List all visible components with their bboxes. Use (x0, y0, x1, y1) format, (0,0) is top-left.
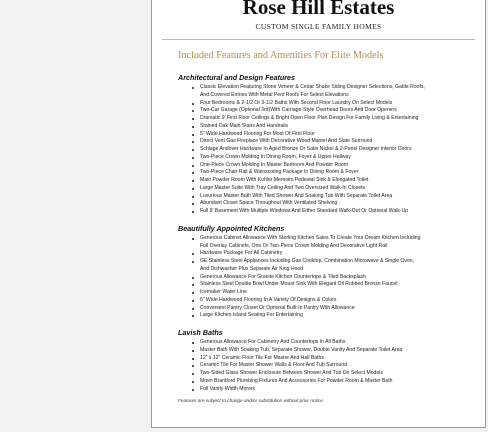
list-item: Ceramic Tile For Master Shower Walls & Floor And Tub Surround (152, 362, 485, 370)
section-baths (152, 328, 485, 393)
list-item-continuation: Full Overlay Cabinets, One Or Two-Piece Crown Molding And Decorative Light Rail (200, 242, 388, 249)
list-item: Generous Allowance For Cabinetry And Countertops In All Baths (152, 339, 485, 347)
list-item: Full Vanity Width Mirrors (152, 386, 485, 394)
list-item: Full 9' Basement With Multiple Windows And Either Standard Walk-Out Or Optional Walk-Up (152, 208, 485, 216)
disclaimer-footnote: Features are subject to change and/or substitution without prior notice. (178, 398, 325, 404)
feature-list (152, 339, 485, 393)
section-title: Beautifully Appointed Kitchens (178, 223, 285, 233)
list-item: 5" Wide Hardwood Flooring In A Variety Of Designs & Colors (152, 297, 485, 305)
section-title: Architectural and Design Features (178, 73, 296, 82)
feature-list (152, 84, 485, 216)
brand-title: Rose Hill Estates (242, 0, 395, 19)
list-item: Generous Cabinet Allowance With Sterling Kitchen Sales To Create Your Dream Kitchen Including (152, 235, 485, 243)
list-item: One-Piece Crown Molding In Master Bedroom And Powder Room (152, 162, 485, 170)
list-item: Two-Piece Crown Molding In Dining Room, Foyer & Upper Hallway (152, 154, 485, 162)
list-item-continuation: And Covered Entries With Metal Pent Roofs For Select Elevations (200, 91, 349, 98)
brochure-page (151, 0, 486, 428)
list-item: Hardware Package For All Cabinetry (152, 250, 485, 258)
list-item: Dramatic 9' First Floor Ceilings & Bright Open Floor Plan Design For Family Living & Entertaining (152, 115, 485, 123)
section-title: Lavish Baths (178, 328, 223, 337)
section-architectural (152, 73, 485, 216)
list-item: GE Stainless Steel Appliances Including Gas Cooktop, Combination Microwave & Single Oven, (152, 258, 485, 266)
list-item: Two-Car Garage (Optional 3rd)With Carriage-Style Overhead Doors And Door Openers (152, 107, 485, 115)
list-item: Generous Allowance For Granite Kitchen Countertops & Tiled Backsplash (152, 274, 485, 282)
list-item: Two-Sided Glass Shower Enclosure Between Shower And Tub On Select Models (152, 370, 485, 378)
list-item: Master Bath With Soaking Tub, Separate Shower, Double Vanity And Separate Toilet Area (152, 347, 485, 355)
list-item: Main Powder Room With Kohler Memoirs Pedestal Sink & Elongated Toilet (152, 177, 485, 185)
features-heading: Included Features and Amenities For Elite Models (178, 50, 384, 61)
list-item: Schlage Andover Hardware In Aged Bronze Or Satin Nickel & 2-Panel Designer Interior Doors (152, 146, 485, 154)
list-item: Large Master Suite With Tray Ceiling And Two Oversized Walk-In Closets (152, 185, 485, 193)
list-item: Abundant Closet Space Throughout With Ventilated Shelving (152, 200, 485, 208)
list-item: Stained Oak Main Stairs And Handrails (152, 123, 485, 131)
list-item: Convenient Pantry Closet Or Optional Built-In Pantry With Allowance (152, 305, 485, 313)
list-item: 12" x 12" Ceramic Floor Tile For Master And Hall Baths (152, 355, 485, 363)
header-divider (162, 39, 475, 40)
feature-list (152, 235, 485, 320)
brand-tagline: CUSTOM SINGLE FAMILY HOMES (255, 22, 382, 31)
list-item: Moen Brantford Plumbing Fixtures And Accessories For Powder Room & Master Bath (152, 378, 485, 386)
list-item: Icemaker Water Line (152, 289, 485, 297)
list-item: Four Bedrooms & 2-1/2 Or 3-1/2 Baths With Second Floor Laundry On Select Models (152, 100, 485, 108)
list-item: Direct Vent Gas Fireplace With Decorative Wood Mantel And Slate Surround (152, 138, 485, 146)
section-kitchens (152, 224, 485, 320)
list-item: Classic Elevation Featuring Stone Veneer & Cedar Shake Siding Designer Selections, Gable Roofs, (152, 84, 485, 92)
list-item: Large Kitchen Island Seating For Entertaining (152, 312, 485, 320)
list-item: 5" Wide Hardwood Flooring For Most Of First Floor (152, 131, 485, 139)
list-item: Luxurious Master Bath With Tiled Shower And Soaking Tub With Separate Toilet Area (152, 193, 485, 201)
list-item-continuation: And Dishwasher Plus Separate Air King Hood (200, 265, 304, 272)
list-item: Two-Piece Chair Rail & Wainscoting Package In Dining Room & Foyer (152, 169, 485, 177)
list-item: Stainless Steel Double Bowl Under Mount Sink With Elegant Oil Rubbed Bronze Faucet (152, 281, 485, 289)
